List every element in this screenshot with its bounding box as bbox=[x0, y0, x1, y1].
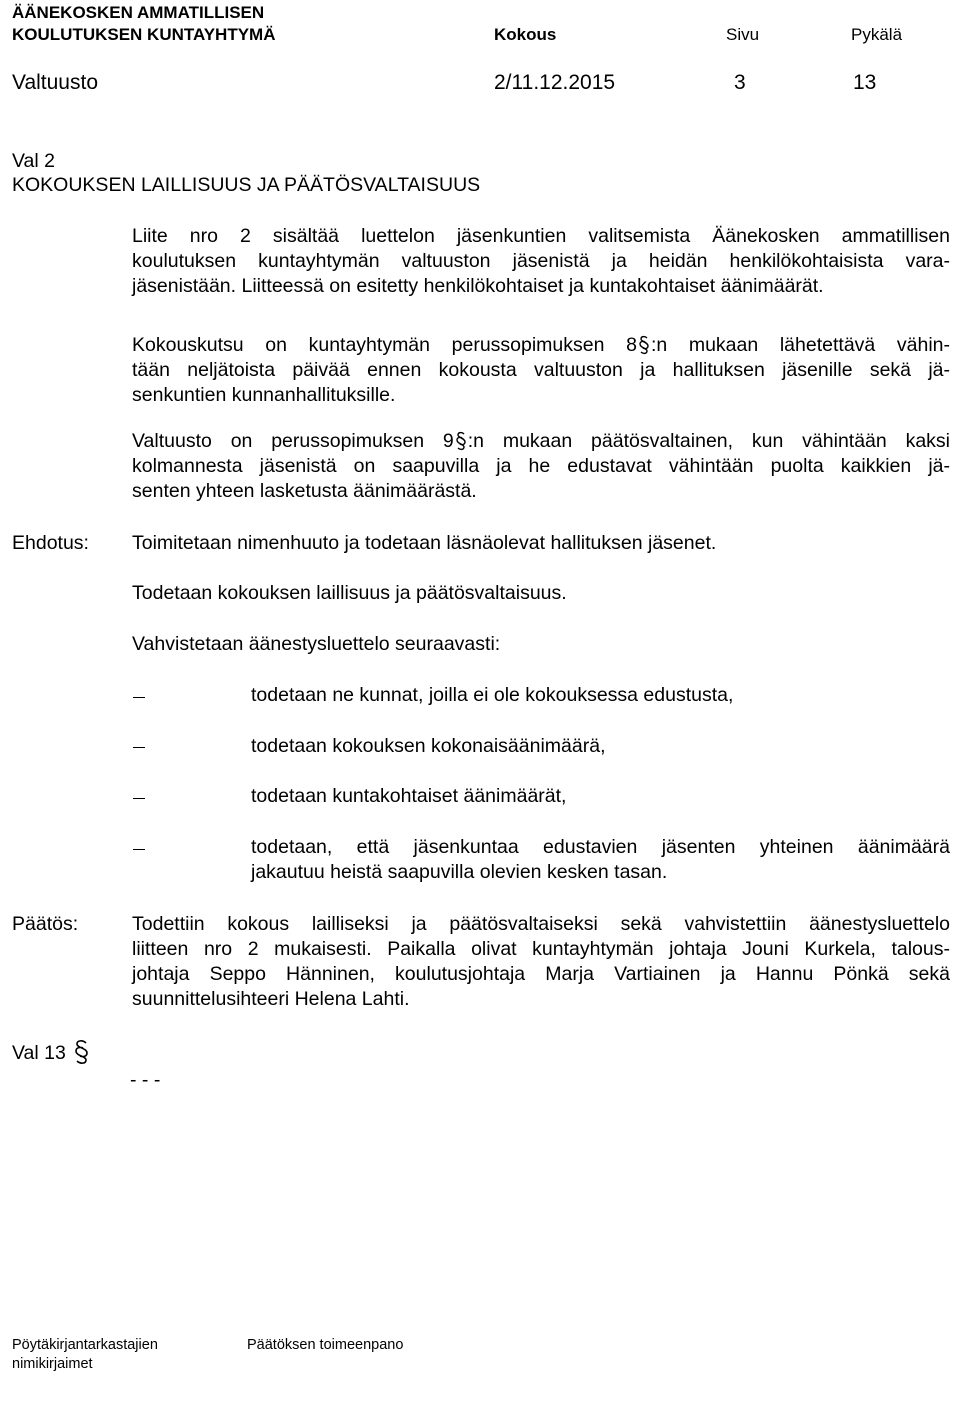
proposal-line: Todetaan kokouksen laillisuus ja päätösvaltaisuus. bbox=[132, 582, 567, 604]
paragraph-line: tään neljätoista päivää ennen kokousta valtuuston ja hallituksen jäsenille sekä jä- bbox=[132, 359, 950, 381]
decision-line: suunnittelusihteeri Helena Lahti. bbox=[132, 988, 410, 1010]
paragraph-line: koulutuksen kuntayhtymän valtuuston jäsenistä ja heidän henkilökohtaisista vara- bbox=[132, 250, 950, 272]
list-item-line: jakautuu heistä saapuvilla olevien kesken tasan. bbox=[251, 861, 668, 883]
paragraph-line: Liite nro 2 sisältää luettelon jäsenkuntien valitsemista Äänekosken ammatillisen bbox=[132, 225, 950, 247]
list-item: todetaan kuntakohtaiset äänimäärät, bbox=[251, 785, 567, 807]
org-name-line1: ÄÄNEKOSKEN AMMATILLISEN bbox=[12, 3, 265, 22]
closing-ref bbox=[12, 1039, 91, 1072]
decision-label: Päätös: bbox=[12, 913, 79, 935]
decision-line: Todettiin kokous lailliseksi ja päätösvaltaiseksi sekä vahvistettiin äänestysluettelo bbox=[132, 913, 950, 935]
proposal-line: Vahvistetaan äänestysluettelo seuraavasti: bbox=[132, 633, 501, 655]
dash-bullet bbox=[133, 849, 145, 850]
list-item: todetaan ne kunnat, joilla ei ole kokouksessa edustusta, bbox=[251, 684, 734, 706]
proposal-label: Ehdotus: bbox=[12, 532, 89, 554]
text-segment: :n mukaan päätösvaltainen, kun vähintään kaksi bbox=[467, 430, 950, 452]
paragraph-line: senten yhteen lasketusta äänimäärästä. bbox=[132, 480, 477, 502]
section-sign-icon bbox=[455, 431, 467, 451]
meta-meeting: 2/11.12.2015 bbox=[494, 71, 616, 94]
footer-signatures-line1: Pöytäkirjantarkastajien bbox=[12, 1337, 158, 1353]
org-name-line2: KOULUTUKSEN KUNTAYHTYMÄ bbox=[12, 25, 276, 44]
organization-name bbox=[12, 2, 276, 46]
dash-bullet bbox=[133, 747, 145, 748]
footer-signatures bbox=[12, 1336, 158, 1374]
footer-signatures-line2: nimikirjaimet bbox=[12, 1356, 93, 1372]
paragraph-attachment bbox=[132, 224, 950, 299]
decision-line: johtaja Seppo Hänninen, koulutusjohtaja Marja Vartiainen ja Hannu Pönkä sekä bbox=[132, 963, 950, 985]
meta-section: 13 bbox=[853, 71, 877, 94]
meta-page: 3 bbox=[734, 71, 746, 94]
dash-bullet bbox=[133, 697, 145, 698]
list-item-line: todetaan, että jäsenkuntaa edustavien jäsenten yhteinen äänimäärä bbox=[251, 836, 950, 858]
paragraph-line bbox=[132, 331, 950, 358]
paragraph-line: jäsenistään. Liitteessä on esitetty henkilökohtaiset ja kuntakohtaiset äänimäärät. bbox=[132, 275, 824, 297]
paragraph-quorum bbox=[132, 427, 950, 504]
list-item: todetaan kokouksen kokonaisäänimäärä, bbox=[251, 735, 606, 757]
list-item bbox=[251, 835, 950, 885]
closing-marks: - - - bbox=[130, 1069, 161, 1091]
paragraph-line: senkuntien kunnanhallituksille. bbox=[132, 384, 396, 406]
paragraph-line bbox=[132, 427, 950, 454]
paragraph-invitation bbox=[132, 331, 950, 408]
meta-body: Valtuusto bbox=[12, 71, 98, 94]
text-segment: Valtuusto on perussopimuksen 9 bbox=[132, 430, 454, 452]
header-page-label: Sivu bbox=[726, 25, 760, 44]
header-meeting-label: Kokous bbox=[494, 25, 557, 44]
reference-val2: Val 2 bbox=[12, 150, 55, 172]
proposal-line: Toimitetaan nimenhuuto ja todetaan läsnäolevat hallituksen jäsenet. bbox=[132, 532, 717, 554]
text-segment: Kokouskutsu on kuntayhtymän perussopimuksen 8 bbox=[132, 334, 637, 356]
decision-line: liitteen nro 2 mukaisesti. Paikalla olivat kuntayhtymän johtaja Jouni Kurkela, talous- bbox=[132, 938, 950, 960]
paragraph-line: kolmannesta jäsenistä on saapuvilla ja he edustavat vähintään puolta kaikkien jä- bbox=[132, 455, 950, 477]
section-heading: KOKOUKSEN LAILLISUUS JA PÄÄTÖSVALTAISUUS bbox=[12, 174, 481, 196]
dash-bullet bbox=[133, 798, 145, 799]
header-section-label: Pykälä bbox=[851, 25, 903, 44]
section-sign-icon bbox=[638, 335, 650, 355]
footer-implementation: Päätöksen toimeenpano bbox=[247, 1337, 404, 1353]
closing-ref-text: Val 13 bbox=[12, 1042, 66, 1064]
text-segment: :n mukaan lähetettävä vähin- bbox=[650, 334, 951, 356]
decision-text bbox=[132, 912, 950, 1012]
section-sign-icon bbox=[73, 1039, 91, 1072]
